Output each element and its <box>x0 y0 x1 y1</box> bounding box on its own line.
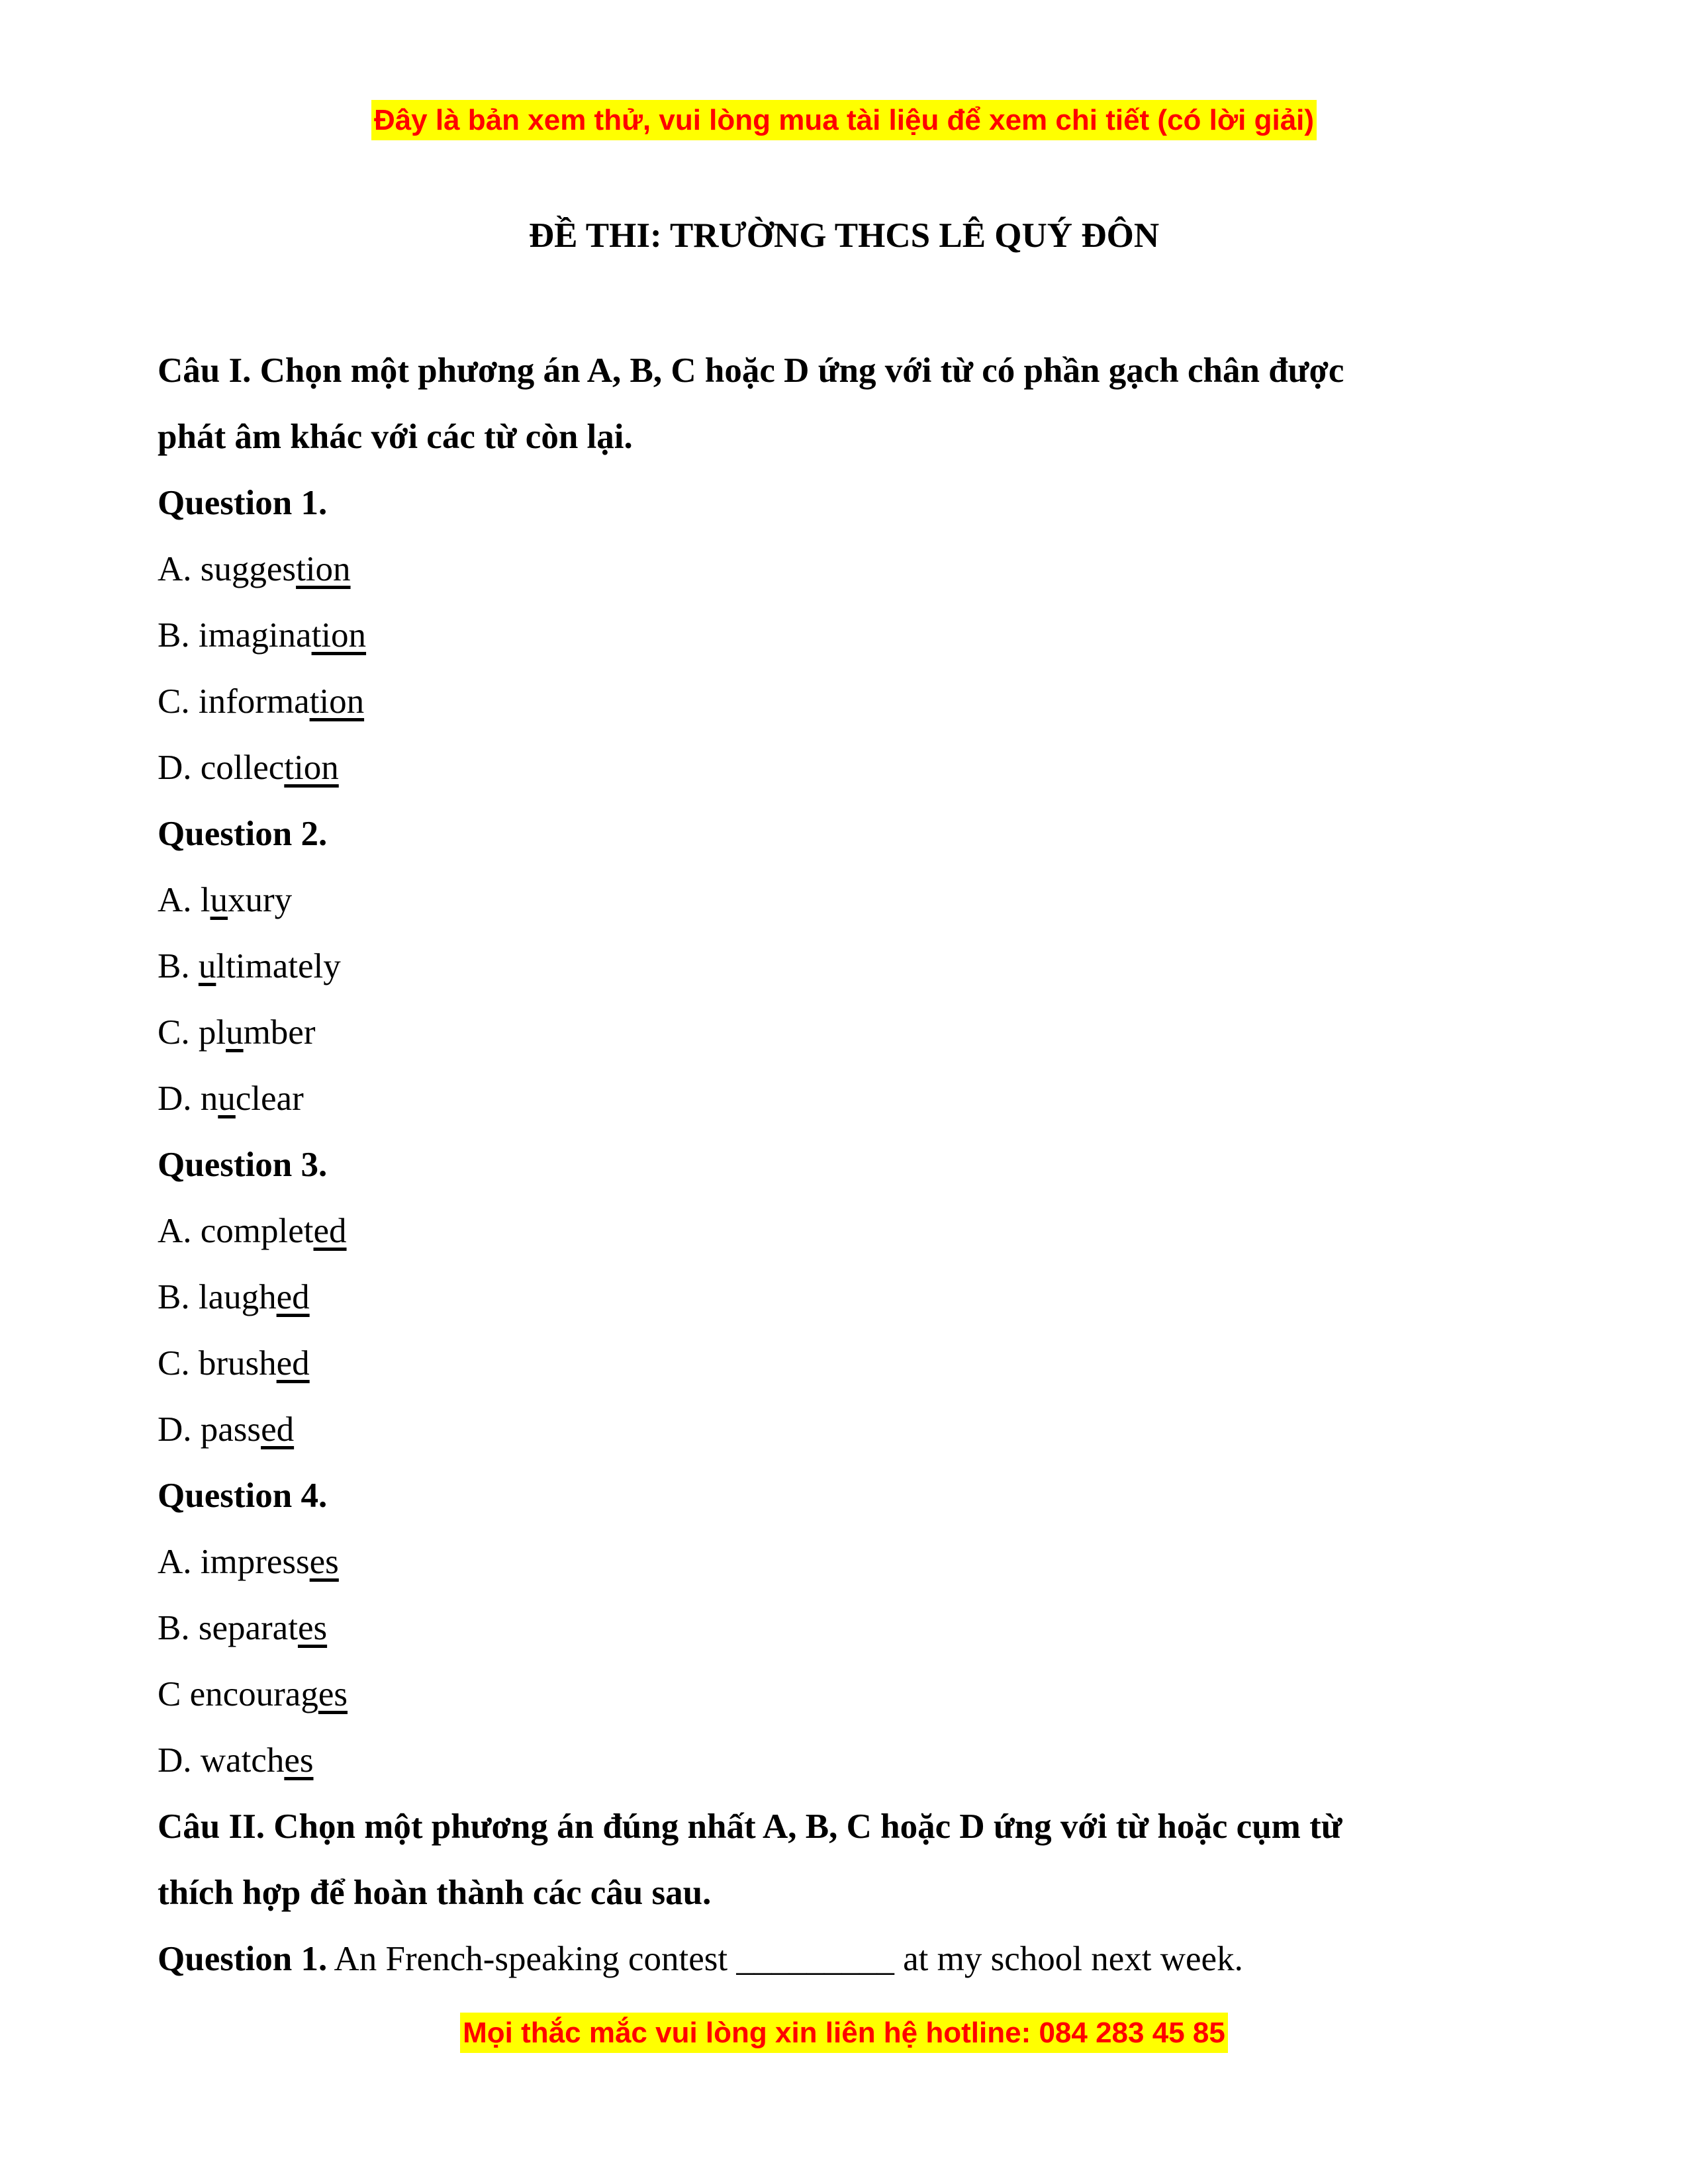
option-text: ltimately <box>216 947 341 985</box>
option-text: C. brush <box>158 1344 277 1383</box>
answer-option <box>158 1330 1554 1396</box>
option-text: B. imagina <box>158 616 312 655</box>
option-text: B. <box>158 947 199 985</box>
underlined-part: u <box>226 1013 244 1052</box>
answer-option <box>158 1396 1554 1463</box>
option-text: xury <box>228 881 293 919</box>
answer-option <box>158 1198 1554 1264</box>
underlined-part: u <box>218 1079 236 1118</box>
underlined-part: tion <box>284 749 339 787</box>
answer-option <box>158 999 1554 1066</box>
section-2-heading-line-2: thích hợp để hoàn thành các câu sau. <box>158 1874 712 1912</box>
option-text: D. n <box>158 1079 218 1118</box>
option-text: A. sugges <box>158 550 297 588</box>
underlined-part: ed <box>313 1212 347 1250</box>
underlined-part: ed <box>261 1410 295 1449</box>
section-2-heading-line-1: Câu II. Chọn một phương án đúng nhất A, B, C hoặc D ứng với từ hoặc cụm từ <box>158 1807 1342 1846</box>
hotline-text: Mọi thắc mắc vui lòng xin liên hệ hotline: 084 283 45 85 <box>460 2013 1228 2053</box>
answer-option <box>158 1264 1554 1330</box>
underlined-part: es <box>284 1741 314 1780</box>
section-1-questions <box>158 470 1554 1794</box>
option-text: C. informa <box>158 682 310 721</box>
answer-option <box>158 602 1554 668</box>
option-text: B. laugh <box>158 1278 277 1316</box>
option-text: A. impress <box>158 1543 310 1581</box>
exam-content <box>158 338 1554 1992</box>
option-text: D. watch <box>158 1741 285 1780</box>
underlined-part: ed <box>276 1278 310 1316</box>
underlined-part: ed <box>276 1344 310 1383</box>
option-text: A. complet <box>158 1212 314 1250</box>
answer-option <box>158 1595 1554 1661</box>
underlined-part: tion <box>309 682 365 721</box>
option-text: B. separat <box>158 1609 298 1647</box>
answer-option <box>158 933 1554 999</box>
option-text: D. collec <box>158 749 285 787</box>
question-label: Question 1. <box>158 1940 328 1978</box>
underlined-part: es <box>318 1675 348 1713</box>
underlined-part: es <box>297 1609 328 1647</box>
answer-option <box>158 867 1554 933</box>
section-1-heading-line-2: phát âm khác với các từ còn lại. <box>158 418 633 456</box>
answer-option <box>158 1066 1554 1132</box>
hotline-banner <box>0 2019 1688 2048</box>
underlined-part: u <box>210 881 228 919</box>
answer-option <box>158 536 1554 602</box>
preview-notice-text: Đây là bản xem thử, vui lòng mua tài liệu để xem chi tiết (có lời giải) <box>371 100 1317 140</box>
answer-option <box>158 1529 1554 1595</box>
answer-option <box>158 1727 1554 1794</box>
question-text: An French-speaking contest _________ at my school next week. <box>327 1940 1243 1978</box>
preview-notice-banner <box>0 106 1688 135</box>
answer-option <box>158 668 1554 735</box>
underlined-part: tion <box>296 550 351 588</box>
answer-option <box>158 735 1554 801</box>
option-text: C. pl <box>158 1013 226 1052</box>
underlined-part: u <box>198 947 216 985</box>
option-text: C encourag <box>158 1675 318 1713</box>
exam-title: ĐỀ THI: TRƯỜNG THCS LÊ QUÝ ĐÔN <box>528 216 1160 255</box>
option-text: A. l <box>158 881 211 919</box>
question-label: Question 1. <box>158 484 328 522</box>
option-text: D. pass <box>158 1410 261 1449</box>
question-label: Question 4. <box>158 1477 328 1515</box>
option-text: clear <box>235 1079 304 1118</box>
answer-option <box>158 1661 1554 1727</box>
underlined-part: tion <box>311 616 367 655</box>
underlined-part: es <box>309 1543 339 1581</box>
section-1-heading-line-1: Câu I. Chọn một phương án A, B, C hoặc D ứng với từ có phần gạch chân được <box>158 351 1344 390</box>
question-label: Question 2. <box>158 815 328 853</box>
section-2-question-1 <box>158 1926 1554 1992</box>
question-label: Question 3. <box>158 1146 328 1184</box>
option-text: mber <box>243 1013 316 1052</box>
